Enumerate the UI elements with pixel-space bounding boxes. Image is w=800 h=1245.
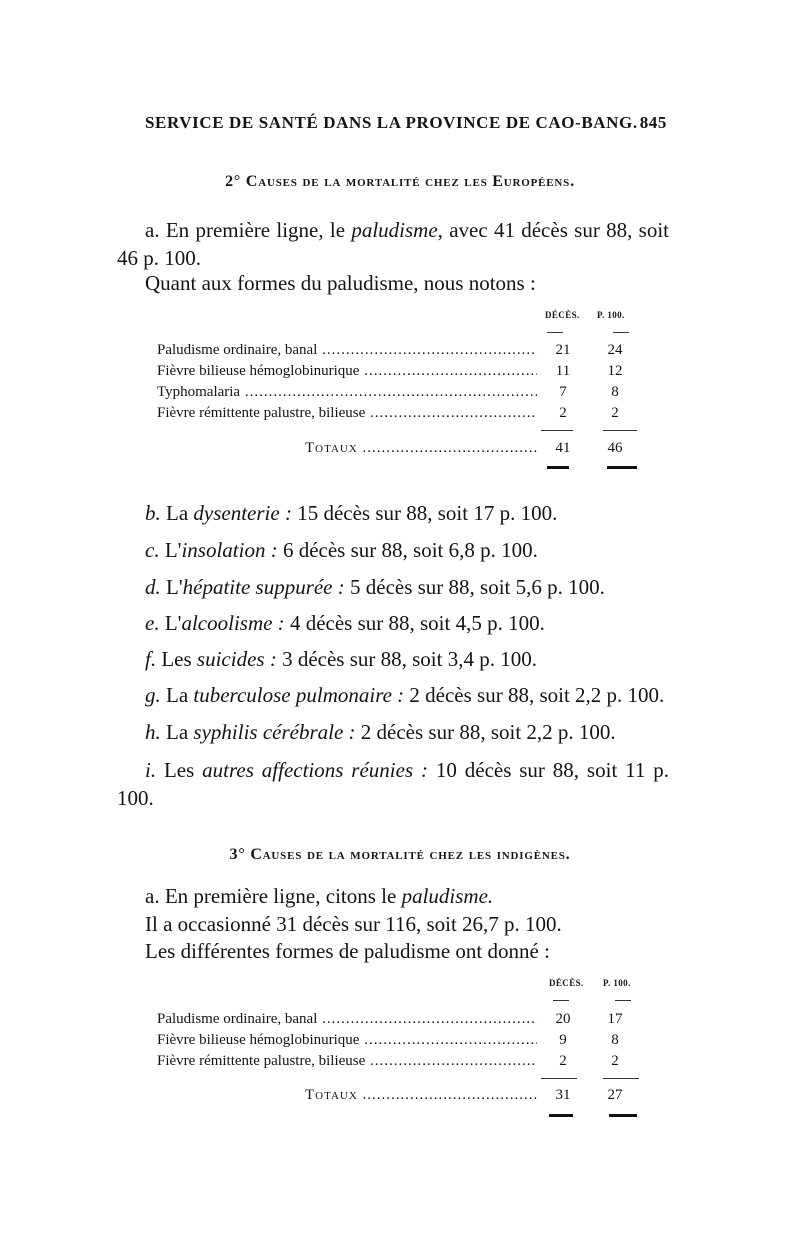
row-deces: 7 <box>559 384 567 400</box>
table-total-row <box>157 1085 641 1105</box>
item-letter: d. <box>145 575 161 599</box>
running-head <box>145 113 667 133</box>
item-pre: L' <box>160 575 183 599</box>
row-deces: 20 <box>555 1011 571 1027</box>
total-deces: 31 <box>555 1087 571 1103</box>
row-deces: 21 <box>555 342 571 358</box>
header-dash <box>553 1000 569 1001</box>
item-pre: L' <box>159 538 182 562</box>
row-deces: 9 <box>559 1032 567 1048</box>
item-pre: La <box>160 720 194 744</box>
header-dash <box>547 332 563 333</box>
cause-item-g <box>145 682 669 709</box>
row-label: Fièvre rémittente palustre, bilieuse ..... <box>157 403 537 423</box>
row-label: Paludisme ordinaire, banal ..... <box>157 340 537 360</box>
row-deces: 2 <box>559 1053 567 1069</box>
item-letter: i. <box>145 758 157 782</box>
item-cause: insolation : <box>181 538 278 562</box>
item-text: 2 décès sur 88, soit 2,2 p. 100. <box>404 683 665 707</box>
para-a-text: a. En première ligne, citons le <box>145 884 402 908</box>
sum-rule <box>603 430 637 431</box>
item-text: 5 décès sur 88, soit 5,6 p. 100. <box>344 575 605 599</box>
section-3-para-3: Les différentes formes de paludisme ont donné : <box>145 939 550 963</box>
row-label: Fièvre bilieuse hémoglobinurique ..... <box>157 1030 537 1050</box>
item-pre: Les <box>156 647 197 671</box>
item-cause: tuberculose pulmonaire : <box>193 683 405 707</box>
header-dash <box>615 1000 631 1001</box>
sum-rule <box>541 1078 577 1079</box>
sum-rule <box>541 430 573 431</box>
running-head-title: SERVICE DE SANTÉ DANS LA PROVINCE DE CAO-BANG. <box>145 113 638 132</box>
table-row <box>157 361 641 381</box>
total-label: Totaux ..... <box>157 438 537 458</box>
item-cause: hépatite suppurée : <box>182 575 345 599</box>
table-row <box>157 1009 641 1029</box>
item-pre: L' <box>159 611 182 635</box>
total-deces: 41 <box>555 440 571 456</box>
table-row <box>157 340 641 360</box>
cause-item-b <box>145 500 669 527</box>
para-a-text: a. En première ligne, le <box>145 218 352 242</box>
item-letter: b. <box>145 501 161 525</box>
table-row <box>157 1030 641 1050</box>
cause-item-h <box>145 719 669 746</box>
para-a-emphasis: paludisme <box>351 218 438 242</box>
row-pct: 24 <box>607 342 623 358</box>
header-dash <box>613 332 629 333</box>
section-3-title: 3° Causes de la mortalité chez les indigènes. <box>229 846 571 863</box>
column-header-deces: DÉCÈS. <box>549 978 584 988</box>
row-pct: 8 <box>611 384 619 400</box>
item-pre: La <box>160 683 194 707</box>
para-a-emphasis: paludisme. <box>401 884 494 908</box>
table-total-row <box>157 438 641 458</box>
table-row <box>157 382 641 402</box>
row-label: Typhomalaria ..... <box>157 382 537 402</box>
item-pre: La <box>160 501 194 525</box>
cause-item-i <box>117 756 669 812</box>
row-deces: 2 <box>559 405 567 421</box>
item-cause: suicides : <box>196 647 277 671</box>
total-underline <box>549 1114 573 1117</box>
sum-rule <box>603 1078 639 1079</box>
item-text: 10 décès sur 88, soit 11 p. 100. <box>117 758 669 810</box>
section-3-para-a <box>145 883 669 910</box>
item-cause: dysenterie : <box>193 501 292 525</box>
row-label: Fièvre rémittente palustre, bilieuse ..... <box>157 1051 537 1071</box>
total-label: Totaux ..... <box>157 1085 537 1105</box>
item-text: 6 décès sur 88, soit 6,8 p. 100. <box>277 538 538 562</box>
item-cause: syphilis cérébrale : <box>193 720 356 744</box>
item-text: 4 décès sur 88, soit 4,5 p. 100. <box>284 611 545 635</box>
item-letter: e. <box>145 611 160 635</box>
total-underline <box>609 1114 637 1117</box>
item-letter: g. <box>145 683 161 707</box>
total-underline <box>607 466 637 469</box>
row-pct: 17 <box>607 1011 623 1027</box>
total-pct: 27 <box>607 1087 623 1103</box>
table-row <box>157 403 641 423</box>
cause-item-f <box>145 646 669 673</box>
item-text: 3 décès sur 88, soit 3,4 p. 100. <box>276 647 537 671</box>
column-header-pct: P. 100. <box>603 978 631 988</box>
section-2-para-a <box>117 216 669 272</box>
item-letter: f. <box>145 647 157 671</box>
row-pct: 12 <box>607 363 623 379</box>
para-a-text-end: , avec 41 décès sur 88, soit 46 p. 100. <box>117 218 669 270</box>
total-underline <box>547 466 569 469</box>
item-cause: alcoolisme : <box>181 611 285 635</box>
row-pct: 2 <box>611 1053 619 1069</box>
row-pct: 8 <box>611 1032 619 1048</box>
item-letter: h. <box>145 720 161 744</box>
cause-item-e <box>145 610 669 637</box>
section-2-para-formes: Quant aux formes du paludisme, nous notons : <box>145 271 536 295</box>
column-header-pct: P. 100. <box>597 310 625 320</box>
item-cause: autres affections réunies : <box>202 758 428 782</box>
cause-item-c <box>145 537 669 564</box>
section-3-para-2: Il a occasionné 31 décès sur 116, soit 26,7 p. 100. <box>145 912 562 936</box>
page-number: 845 <box>639 113 667 132</box>
row-label: Paludisme ordinaire, banal ..... <box>157 1009 537 1029</box>
row-deces: 11 <box>555 363 571 379</box>
cause-item-d <box>145 574 669 601</box>
item-letter: c. <box>145 538 160 562</box>
section-2-title: 2° Causes de la mortalité chez les Européens. <box>225 173 575 190</box>
table-row <box>157 1051 641 1071</box>
row-pct: 2 <box>611 405 619 421</box>
column-header-deces: DÉCÈS. <box>545 310 580 320</box>
total-pct: 46 <box>607 440 623 456</box>
item-text: 15 décès sur 88, soit 17 p. 100. <box>291 501 558 525</box>
row-label: Fièvre bilieuse hémoglobinurique ..... <box>157 361 537 381</box>
item-pre: Les <box>156 758 203 782</box>
item-text: 2 décès sur 88, soit 2,2 p. 100. <box>355 720 616 744</box>
